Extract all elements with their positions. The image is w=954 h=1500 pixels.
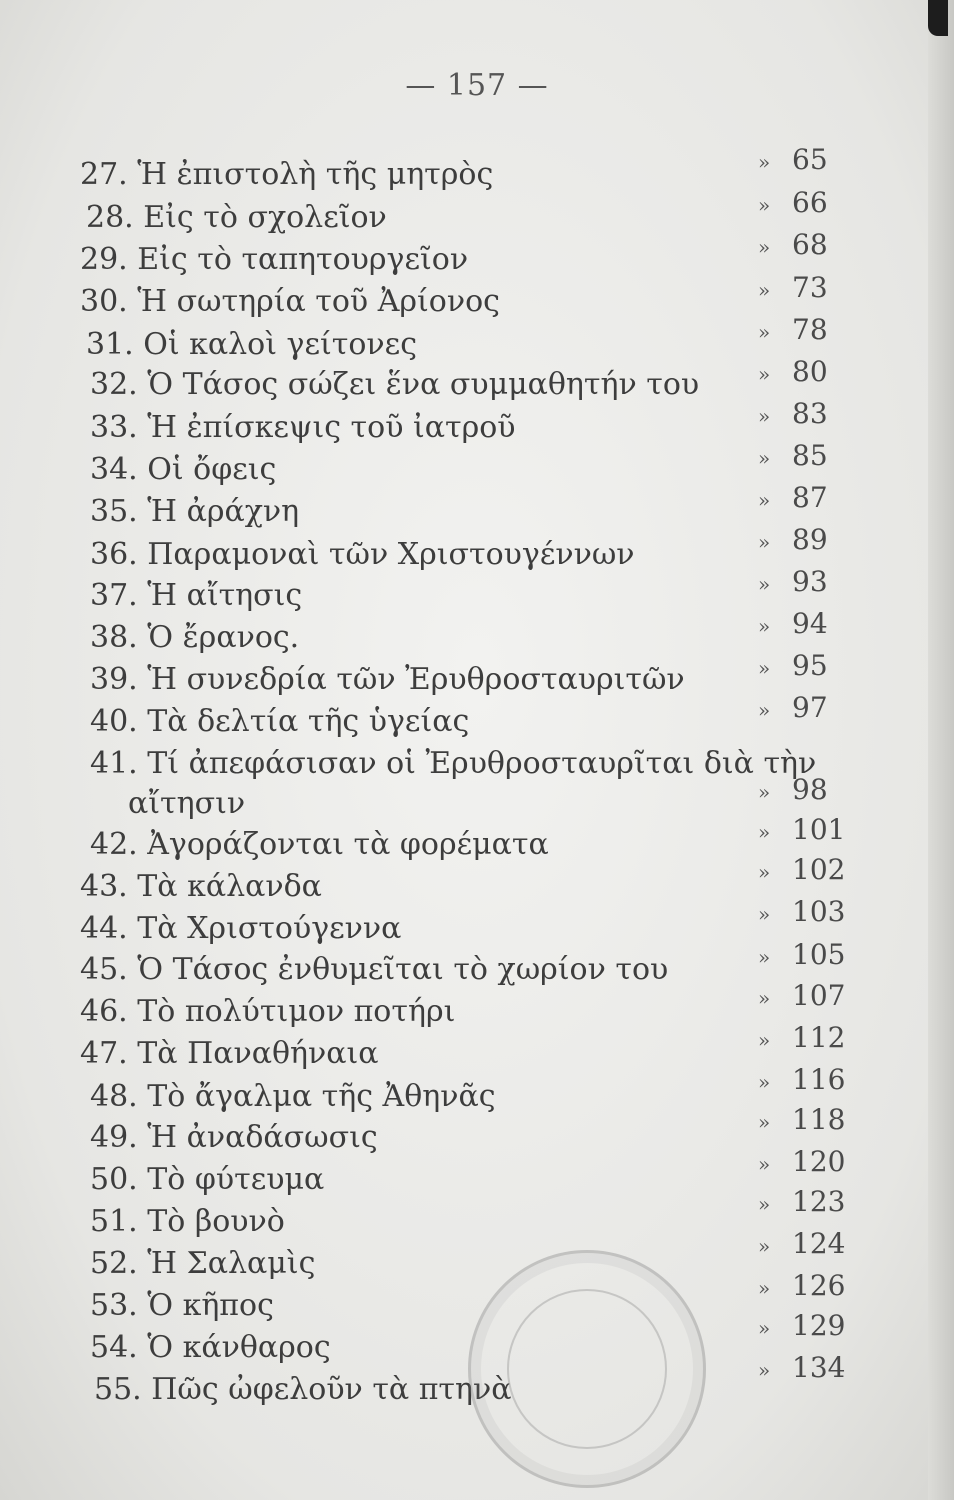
- entry-title: Παραμοναὶ τῶν Χριστουγέννων: [147, 537, 635, 572]
- entry-number: 53.: [90, 1288, 138, 1323]
- ditto-mark: »: [758, 1234, 771, 1258]
- entry-number: 38.: [90, 620, 138, 655]
- entry-title: Ὁ Τάσος ἐνθυμεῖται τὸ χωρίον του: [137, 952, 669, 987]
- page-ref: 87: [792, 481, 828, 514]
- page-ref: 97: [792, 691, 828, 724]
- entry-page: [758, 140, 880, 182]
- toc-entry: [90, 408, 516, 448]
- entry-number: 28.: [86, 200, 134, 235]
- entry-page: [758, 310, 880, 352]
- entry-title: Ὁ κῆπος: [147, 1288, 274, 1323]
- entry-number: 31.: [86, 327, 134, 362]
- ditto-mark: »: [758, 1192, 771, 1216]
- toc-entry: [90, 744, 816, 784]
- toc-entry: [80, 950, 668, 990]
- page-ref: 66: [792, 186, 828, 219]
- entry-title: Τὰ Παναθήναια: [137, 1036, 379, 1071]
- entry-number: 52.: [90, 1246, 138, 1281]
- toc-entry: [80, 867, 322, 907]
- ditto-mark: »: [758, 1028, 771, 1052]
- toc-entry: [80, 992, 455, 1032]
- library-stamp: [468, 1250, 706, 1488]
- entry-number: 51.: [90, 1204, 138, 1239]
- entry-page: [758, 1182, 880, 1224]
- entry-title: Ἡ ἐπιστολὴ τῆς μητρὸς: [137, 157, 494, 192]
- entry-page: [758, 562, 880, 604]
- ditto-mark: »: [758, 1316, 771, 1340]
- entry-title: Οἱ ὄφεις: [147, 452, 277, 487]
- page-ref: 78: [792, 313, 828, 346]
- page-ref: 102: [792, 853, 846, 886]
- entry-page: [758, 646, 880, 688]
- ditto-mark: »: [758, 614, 771, 638]
- entry-title: Ἡ ἐπίσκεψις τοῦ ἰατροῦ: [147, 410, 516, 445]
- toc-entry: [86, 198, 387, 238]
- entry-page: [758, 225, 880, 267]
- page-ref: 126: [792, 1269, 846, 1302]
- ditto-mark: »: [758, 656, 771, 680]
- toc-entry: [90, 1160, 324, 1200]
- entry-title: Τὰ δελτία τῆς ὑγείας: [147, 704, 470, 739]
- ditto-mark: »: [758, 488, 771, 512]
- entry-number: 35.: [90, 494, 138, 529]
- entry-page: [758, 1266, 880, 1308]
- ditto-mark: »: [758, 986, 771, 1010]
- page-ref: 123: [792, 1185, 846, 1218]
- ditto-mark: »: [758, 698, 771, 722]
- entry-title: Τὸ φύτευμα: [147, 1162, 325, 1197]
- entry-number: 33.: [90, 410, 138, 445]
- entry-number: 36.: [90, 537, 138, 572]
- toc-entry: [90, 660, 685, 700]
- toc-entry: [90, 365, 699, 405]
- toc-entry: [80, 909, 401, 949]
- entry-page: [758, 268, 880, 310]
- entry-page: [758, 1306, 880, 1348]
- page-ref: 112: [792, 1021, 846, 1054]
- entry-number: 54.: [90, 1330, 138, 1365]
- toc-entry: [90, 1328, 331, 1368]
- page-ref: 116: [792, 1063, 846, 1096]
- ditto-mark: »: [758, 1152, 771, 1176]
- page-ref: 134: [792, 1351, 846, 1384]
- ditto-mark: »: [758, 820, 771, 844]
- page-ref: 107: [792, 979, 846, 1012]
- entry-number: 45.: [80, 952, 128, 987]
- toc-entry: [90, 1244, 315, 1284]
- entry-page: [758, 688, 880, 730]
- entry-page: [758, 1100, 880, 1142]
- entry-title: Πῶς ὠφελοῦν τὰ πτηνὰ: [151, 1372, 512, 1407]
- ditto-mark: »: [758, 1358, 771, 1382]
- ditto-mark: »: [758, 320, 771, 344]
- entry-page: [758, 1142, 880, 1184]
- page-ref: 101: [792, 813, 846, 846]
- entry-number: 32.: [90, 367, 138, 402]
- page-ref: 129: [792, 1309, 846, 1342]
- page-ref: 98: [792, 773, 828, 806]
- entry-number: 27.: [80, 157, 128, 192]
- toc-entry: [90, 1077, 496, 1117]
- entry-page: [758, 770, 880, 812]
- entry-title: Τὰ κάλανδα: [137, 869, 322, 904]
- entry-title: Τὸ πολύτιμον ποτήρι: [137, 994, 456, 1029]
- entry-title: Ἡ αἴτησις: [147, 578, 303, 613]
- toc-entry: [80, 282, 500, 322]
- page-ref: 83: [792, 397, 828, 430]
- ditto-mark: »: [758, 902, 771, 926]
- page-ref: 65: [792, 143, 828, 176]
- ditto-mark: »: [758, 1070, 771, 1094]
- ditto-mark: »: [758, 1276, 771, 1300]
- toc-entry: [90, 825, 549, 865]
- ditto-mark: »: [758, 572, 771, 596]
- entry-number: 50.: [90, 1162, 138, 1197]
- page-ref: 85: [792, 439, 828, 472]
- ditto-mark: »: [758, 530, 771, 554]
- toc-entry: [80, 155, 493, 195]
- toc-entry: [90, 450, 276, 490]
- entry-number: 34.: [90, 452, 138, 487]
- entry-number: 48.: [90, 1079, 138, 1114]
- toc-entry: [86, 325, 417, 365]
- page-ref: 95: [792, 649, 828, 682]
- ditto-mark: »: [758, 860, 771, 884]
- entry-number: 41.: [90, 746, 138, 781]
- entry-number: 46.: [80, 994, 128, 1029]
- entry-number: 37.: [90, 578, 138, 613]
- entry-title: Ἡ συνεδρία τῶν Ἐρυθροσταυριτῶν: [147, 662, 685, 697]
- toc-entry: [90, 1286, 274, 1326]
- entry-page: [758, 892, 880, 934]
- entry-title: Ἀγοράζονται τὰ φορέματα: [147, 827, 549, 862]
- entry-page: [758, 478, 880, 520]
- entry-number: 29.: [80, 242, 128, 277]
- entry-number: 30.: [80, 284, 128, 319]
- entry-page: [758, 352, 880, 394]
- toc-entry: [90, 576, 302, 616]
- entry-number: 44.: [80, 911, 128, 946]
- ditto-mark: »: [758, 945, 771, 969]
- toc-entry: [90, 535, 635, 575]
- page-ref: 73: [792, 271, 828, 304]
- page-ref: 103: [792, 895, 846, 928]
- entry-number: 39.: [90, 662, 138, 697]
- entry-number: 43.: [80, 869, 128, 904]
- page-ref: 94: [792, 607, 828, 640]
- entry-page: [758, 520, 880, 562]
- entry-page: [758, 394, 880, 436]
- entry-title: Ὁ ἔρανος.: [147, 620, 300, 655]
- page-ref: 118: [792, 1103, 846, 1136]
- toc-entry: [94, 1370, 512, 1410]
- toc-entry: [90, 492, 299, 532]
- entry-title: Ὁ κάνθαρος: [147, 1330, 331, 1365]
- page-ref: 120: [792, 1145, 846, 1178]
- ditto-mark: »: [758, 446, 771, 470]
- toc-entry: [90, 1118, 378, 1158]
- page-ref: 93: [792, 565, 828, 598]
- entry-title-continuation: αἴτησιν: [128, 786, 246, 821]
- page-ref: 105: [792, 938, 846, 971]
- ditto-mark: »: [758, 150, 771, 174]
- entry-number: 40.: [90, 704, 138, 739]
- entry-page: [758, 604, 880, 646]
- page-ref: 80: [792, 355, 828, 388]
- entry-page: [758, 1018, 880, 1060]
- ditto-mark: »: [758, 362, 771, 386]
- ditto-mark: »: [758, 404, 771, 428]
- ditto-mark: »: [758, 193, 771, 217]
- entry-title: Ἡ σωτηρία τοῦ Ἀρίονος: [137, 284, 500, 319]
- ditto-mark: »: [758, 780, 771, 804]
- entry-page: [758, 850, 880, 892]
- entry-page: [758, 810, 880, 852]
- entry-page: [758, 976, 880, 1018]
- page-ref: 68: [792, 228, 828, 261]
- entry-title: Οἱ καλοὶ γείτονες: [143, 327, 418, 362]
- page-number: — 157 —: [405, 68, 549, 103]
- entry-page: [758, 1348, 880, 1390]
- entry-page: [758, 935, 880, 977]
- ditto-mark: »: [758, 278, 771, 302]
- ditto-mark: »: [758, 235, 771, 259]
- entry-title: Ἡ Σαλαμὶς: [147, 1246, 316, 1281]
- entry-title: Τί ἀπεφάσισαν οἱ Ἐρυθροσταυρῖται διὰ τὴν: [147, 746, 817, 781]
- entry-page: [758, 183, 880, 225]
- entry-title: Εἰς τὸ ταπητουργεῖον: [137, 242, 469, 277]
- toc-entry: [90, 1202, 285, 1242]
- entry-title: Ὁ Τάσος σώζει ἕνα συμμαθητήν του: [147, 367, 700, 402]
- page-ref: 89: [792, 523, 828, 556]
- entry-title: Εἰς τὸ σχολεῖον: [143, 200, 387, 235]
- entry-number: 49.: [90, 1120, 138, 1155]
- entry-page: [758, 1224, 880, 1266]
- ditto-mark: »: [758, 1110, 771, 1134]
- entry-page: [758, 1060, 880, 1102]
- entry-number: 42.: [90, 827, 138, 862]
- entry-number: 47.: [80, 1036, 128, 1071]
- toc-entry: [80, 240, 468, 280]
- entry-title: Ἡ ἀναδάσωσις: [147, 1120, 378, 1155]
- entry-title: Τὸ ἄγαλμα τῆς Ἀθηνᾶς: [147, 1079, 496, 1114]
- entry-number: 55.: [94, 1372, 142, 1407]
- entry-title: Τὸ βουνὸ: [147, 1204, 285, 1239]
- toc-entry: [90, 618, 299, 658]
- toc-entry: [90, 702, 469, 742]
- toc-entry: [80, 1034, 379, 1074]
- entry-page: [758, 436, 880, 478]
- page-ref: 124: [792, 1227, 846, 1260]
- entry-title: Ἡ ἀράχνη: [147, 494, 300, 529]
- entry-title: Τὰ Χριστούγεννα: [137, 911, 402, 946]
